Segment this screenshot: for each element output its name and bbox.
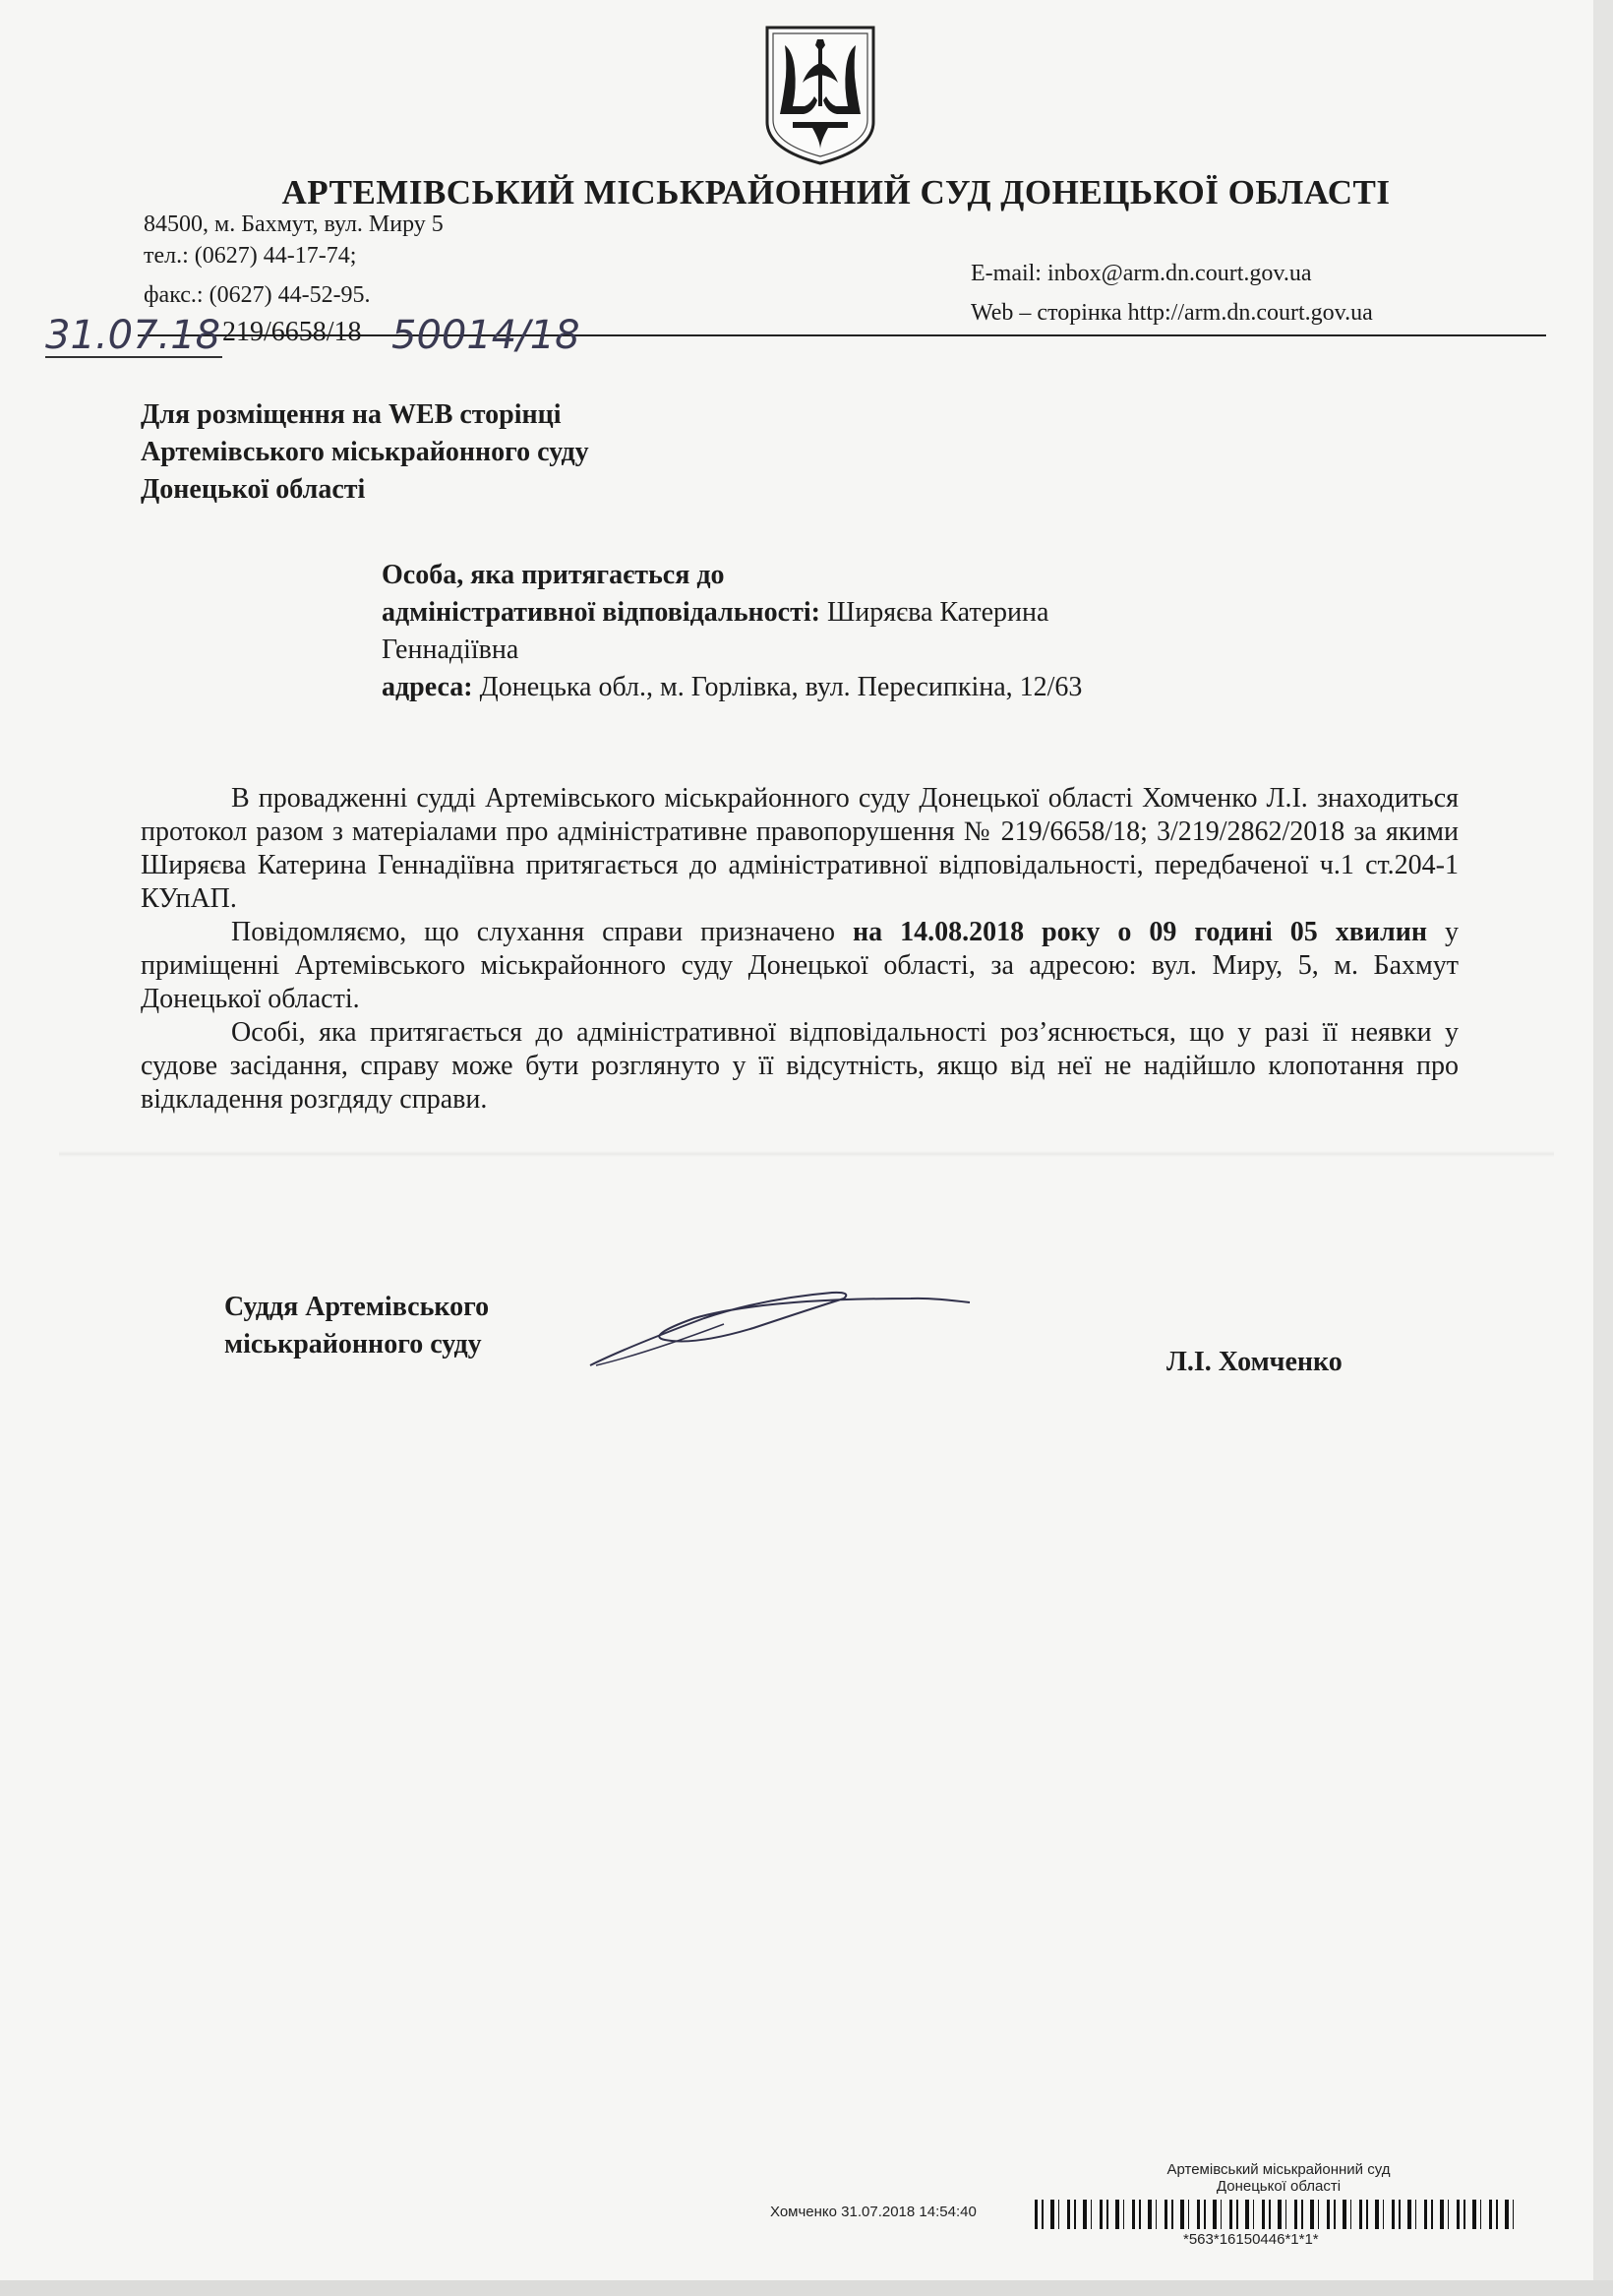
court-title: АРТЕМІВСЬКИЙ МІСЬКРАЙОННИЙ СУД ДОНЕЦЬКОЇ ОБЛАСТІ xyxy=(281,173,1391,211)
person-label: адміністративної відповідальності: xyxy=(382,597,820,628)
body-paragraph: Особі, яка притягається до адміністративної відповідальності роз’яснюється, що у разі її неявки у судове засідання, справу може бути розглянуто у її відсутність, якщо від неї не надійшло клопотання про відкладення розгдяду справи. xyxy=(141,1017,1459,1115)
scan-edge-bottom xyxy=(0,2280,1613,2296)
court-fax: факс.: (0627) 44-52-95. xyxy=(144,282,371,308)
court-email: E-mail: inbox@arm.dn.court.gov.ua xyxy=(971,261,1312,286)
addressee-line: Донецької області xyxy=(141,474,366,505)
addressee-line: Артемівського міськрайонного суду xyxy=(141,437,589,467)
stamp-court-name: Артемівський міськрайонний суд Донецької області xyxy=(1166,2161,1391,2195)
stamp-registration: Хомченко 31.07.2018 14:54:40 xyxy=(770,2204,977,2220)
notice-body xyxy=(141,782,1459,1117)
handwritten-signature xyxy=(586,1279,980,1377)
barcode-text: *563*16150446*1*1* xyxy=(1183,2231,1319,2248)
barcode xyxy=(1035,2200,1519,2229)
paper-fold-crease xyxy=(59,1151,1554,1157)
body-paragraph: В провадженні судді Артемівського міськрайонного суду Донецької області Хомченко Л.І. знаходиться протокол разом з матеріалами про адміністративне правопорушення № 219/6658/18; 3/219/2862/2018 за якими Ширяєва Катерина Геннадіївна притягається до адміністративної відповідальності, передбаченої ч.1 ст.204-1 КУпАП. xyxy=(141,783,1459,914)
person-name: Ширяєва Катерина xyxy=(826,597,1049,628)
court-phone: тел.: (0627) 44-17-74; xyxy=(144,243,357,269)
handwritten-date: 31.07.18 xyxy=(45,313,221,358)
person-address: Донецька обл., м. Горлівка, вул. Пересипкіна, 12/63 xyxy=(479,672,1083,702)
person-label: Особа, яка притягається до xyxy=(382,560,725,590)
reference-underline xyxy=(45,356,222,358)
body-paragraph: Повідомляємо, що слухання справи призначено на 14.08.2018 року о 09 годині 05 хвилин у приміщенні Артемівського міськрайонного суду Донецької області, за адресою: вул. Миру, 5, м. Бахмут Донецької області. xyxy=(141,917,1460,1014)
coat-of-arms-icon xyxy=(763,24,877,167)
addressee-block xyxy=(141,396,589,509)
scan-edge-right xyxy=(1593,0,1613,2296)
court-address: 84500, м. Бахмут, вул. Миру 5 xyxy=(144,211,444,237)
signatory-name: Л.І. Хомченко xyxy=(1166,1347,1343,1377)
addressee-line: Для розміщення на WEB сторінці xyxy=(141,399,562,430)
court-website: Web – сторінка http://arm.dn.court.gov.ua xyxy=(971,300,1373,326)
handwritten-outgoing-number: 50014/18 xyxy=(391,313,580,358)
signatory-title: Суддя Артемівського міськрайонного суду xyxy=(224,1292,490,1359)
hearing-date: на 14.08.2018 року о 09 годині 05 хвилин xyxy=(852,917,1428,947)
person-block xyxy=(382,557,1267,706)
person-address-label: адреса: xyxy=(382,672,473,702)
case-number: 219/6658/18 xyxy=(222,317,362,347)
person-name: Геннадіївна xyxy=(382,634,519,665)
